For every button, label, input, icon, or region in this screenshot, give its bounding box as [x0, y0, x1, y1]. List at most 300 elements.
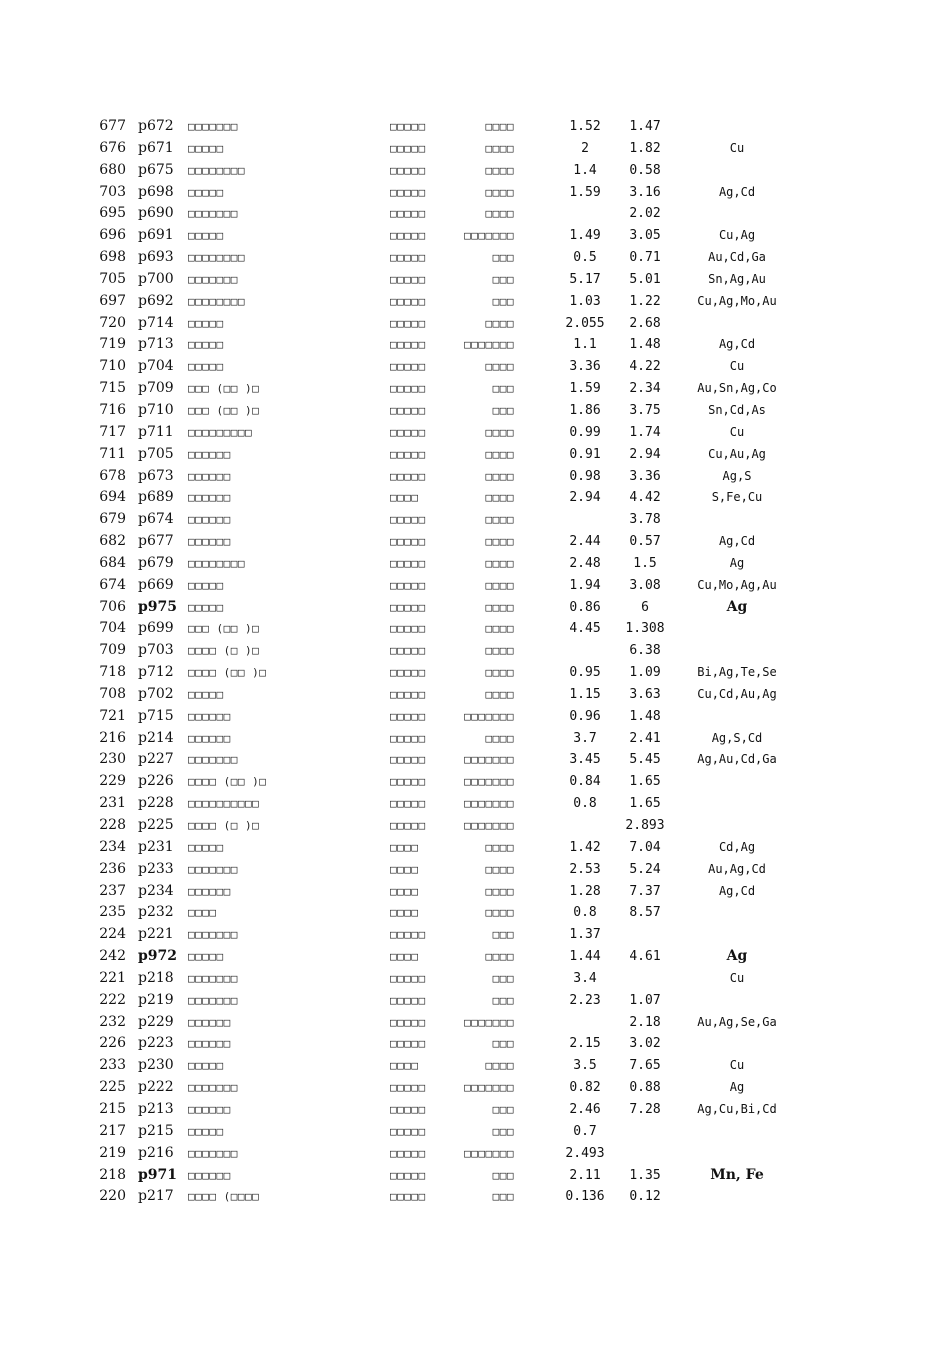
row-category: □□□□□ [390, 666, 426, 680]
row-code: p972 [138, 948, 178, 965]
row-code: p669 [138, 576, 174, 593]
row-name: □□□□□□□□ [188, 163, 245, 177]
row-type: □□□ [492, 928, 514, 942]
row-code: p700 [138, 270, 174, 287]
row-name: □□□□□ [188, 687, 224, 701]
table-row [0, 662, 950, 684]
data-table [0, 116, 950, 1208]
row-id: 676 [99, 139, 126, 156]
row-code: p213 [138, 1100, 174, 1117]
row-value-2: 3.63 [629, 686, 661, 702]
table-row [0, 1012, 950, 1034]
row-type: □□□□ [485, 687, 514, 701]
row-category: □□□□□ [390, 338, 426, 352]
row-value-1: 1.94 [569, 577, 601, 593]
table-row [0, 618, 950, 640]
row-name: □□□□□ [188, 338, 224, 352]
row-name: □□□□□ [188, 1059, 224, 1073]
row-id: 708 [99, 685, 126, 702]
row-category: □□□□□ [390, 1015, 426, 1029]
row-id: 717 [99, 423, 126, 440]
table-row [0, 291, 950, 313]
row-elements: Cu [729, 140, 745, 155]
row-id: 236 [99, 860, 126, 877]
row-elements: Cu,Ag [718, 228, 756, 243]
row-category: □□□□□ [390, 556, 426, 570]
row-elements: Ag,S,Cd [711, 730, 763, 745]
table-row [0, 247, 950, 269]
row-name: □□□□□□□ [188, 272, 238, 286]
table-row [0, 400, 950, 422]
row-value-2: 2.41 [629, 730, 661, 746]
row-elements: Cu [729, 359, 745, 374]
row-type: □□□□ [485, 666, 514, 680]
row-type: □□□□ [485, 316, 514, 330]
row-elements: Au,Cd,Ga [708, 250, 766, 265]
row-name: □□□ (□□ )□ [188, 622, 260, 636]
row-elements: Cd,Ag [718, 839, 756, 854]
row-elements: Cu [729, 424, 745, 439]
row-type: □□□□ [485, 600, 514, 614]
row-code: p214 [138, 729, 174, 746]
row-value-2: 7.65 [629, 1058, 661, 1074]
table-row [0, 1055, 950, 1077]
row-type: □□□□ [485, 644, 514, 658]
row-code: p216 [138, 1144, 174, 1161]
row-value-1: 5.17 [569, 271, 601, 287]
row-value-1: 1.59 [569, 184, 601, 200]
table-row [0, 531, 950, 553]
table-row [0, 203, 950, 225]
row-value-2: 4.42 [629, 490, 661, 506]
row-name: □□□□□□□ [188, 753, 238, 767]
table-row [0, 990, 950, 1012]
table-row [0, 968, 950, 990]
row-value-1: 1.44 [569, 949, 601, 965]
table-row [0, 575, 950, 597]
row-value-2: 1.22 [629, 293, 661, 309]
row-type: □□□ [492, 1037, 514, 1051]
row-name: □□□□□□□ [188, 1146, 238, 1160]
table-row [0, 509, 950, 531]
table-row [0, 728, 950, 750]
row-id: 721 [99, 707, 126, 724]
row-category: □□□□□ [390, 403, 426, 417]
row-id: 242 [99, 948, 126, 965]
row-category: □□□□ [390, 1059, 419, 1073]
row-id: 674 [99, 576, 126, 593]
row-value-1: 3.7 [573, 730, 597, 746]
row-value-1: 2.11 [569, 1167, 601, 1183]
row-name: □□□□ (□□ )□ [188, 666, 267, 680]
row-category: □□□□□ [390, 622, 426, 636]
row-code: p227 [138, 751, 174, 768]
row-name: □□□□□ [188, 840, 224, 854]
row-value-1: 1.52 [569, 119, 601, 134]
row-category: □□□□□ [390, 1146, 426, 1160]
row-type: □□□ [492, 971, 514, 985]
row-name: □□□□ (□□ )□ [188, 775, 267, 789]
row-name: □□□□□ [188, 1124, 224, 1138]
row-category: □□□□□ [390, 469, 426, 483]
row-name: □□□□□ [188, 600, 224, 614]
row-type: □□□□ [485, 906, 514, 920]
row-name: □□□ (□□ )□ [188, 403, 260, 417]
row-value-1: 0.96 [569, 708, 601, 724]
row-elements: Cu,Au,Ag [708, 446, 766, 461]
row-type: □□□□□□□ [464, 775, 514, 789]
table-row [0, 1186, 950, 1208]
table-row [0, 1033, 950, 1055]
row-id: 695 [99, 205, 126, 222]
row-type: □□□□ [485, 513, 514, 527]
row-value-2: 8.57 [629, 905, 661, 921]
row-code: p218 [138, 969, 174, 986]
row-category: □□□□□ [390, 120, 426, 133]
row-value-1: 0.7 [573, 1123, 597, 1139]
row-value-2: 1.48 [629, 708, 661, 724]
table-row [0, 749, 950, 771]
row-code: p223 [138, 1035, 174, 1052]
row-type: □□□ [492, 1124, 514, 1138]
table-row [0, 1143, 950, 1165]
row-value-2: 5.01 [629, 271, 661, 287]
row-name: □□□□□□ [188, 1015, 231, 1029]
row-value-1: 1.4 [573, 162, 597, 178]
row-code: p672 [138, 118, 174, 134]
row-category: □□□□ [390, 862, 419, 876]
table-row [0, 859, 950, 881]
row-name: □□□□□□ [188, 447, 231, 461]
row-code: p715 [138, 707, 174, 724]
row-value-1: 2.055 [565, 315, 605, 331]
row-value-2: 3.36 [629, 468, 661, 484]
table-row [0, 706, 950, 728]
table-row [0, 1099, 950, 1121]
row-code: p693 [138, 249, 174, 266]
row-elements: Cu,Ag,Mo,Au [697, 293, 777, 308]
row-name: □□□□□□ [188, 513, 231, 527]
row-code: p219 [138, 991, 174, 1008]
row-code: p971 [138, 1166, 178, 1183]
row-id: 679 [99, 511, 126, 528]
row-value-1: 0.95 [569, 665, 601, 681]
row-category: □□□□□ [390, 1124, 426, 1138]
row-id: 218 [99, 1166, 126, 1183]
row-value-1: 3.45 [569, 752, 601, 768]
row-category: □□□□□ [390, 753, 426, 767]
row-category: □□□□□ [390, 1037, 426, 1051]
row-elements: Ag [729, 1080, 745, 1095]
row-type: □□□ [492, 251, 514, 265]
table-row [0, 1121, 950, 1143]
row-elements: Ag,Cd [718, 184, 756, 199]
row-value-1: 2.94 [569, 490, 601, 506]
row-value-1: 2.23 [569, 992, 601, 1008]
row-id: 716 [99, 401, 126, 418]
row-id: 233 [99, 1057, 126, 1074]
row-id: 715 [99, 380, 126, 397]
table-row [0, 225, 950, 247]
table-row [0, 378, 950, 400]
row-category: □□□□□ [390, 971, 426, 985]
row-name: □□□□□□□ [188, 120, 238, 133]
row-value-2: 1.308 [625, 621, 665, 637]
row-name: □□□□□□ [188, 1102, 231, 1116]
table-row [0, 902, 950, 924]
row-type: □□□□ [485, 731, 514, 745]
row-elements: Ag,Cd [718, 534, 756, 549]
row-name: □□□□□ [188, 950, 224, 964]
row-category: □□□□□ [390, 731, 426, 745]
row-value-1: 0.84 [569, 774, 601, 790]
row-code: p228 [138, 795, 174, 812]
row-value-1: 0.91 [569, 446, 601, 462]
table-row [0, 815, 950, 837]
row-value-1: 2 [581, 140, 589, 156]
table-row [0, 356, 950, 378]
row-category: □□□□□ [390, 294, 426, 308]
row-type: □□□ [492, 382, 514, 396]
row-code: p975 [138, 598, 178, 615]
row-category: □□□□□ [390, 687, 426, 701]
row-type: □□□ [492, 1190, 514, 1204]
row-type: □□□□□□□ [464, 338, 514, 352]
row-id: 226 [99, 1035, 126, 1052]
row-id: 711 [99, 445, 126, 462]
row-id: 221 [99, 969, 126, 986]
table-row [0, 444, 950, 466]
row-value-1: 0.82 [569, 1080, 601, 1096]
row-type: □□□□ [485, 862, 514, 876]
row-value-2: 1.48 [629, 337, 661, 353]
row-code: p702 [138, 685, 174, 702]
row-category: □□□□□ [390, 513, 426, 527]
row-elements: Au,Sn,Ag,Co [697, 381, 777, 396]
row-id: 694 [99, 489, 126, 506]
row-id: 709 [99, 642, 126, 659]
row-value-1: 2.493 [565, 1145, 605, 1161]
row-type: □□□□□□□ [464, 797, 514, 811]
table-row [0, 422, 950, 444]
row-code: p710 [138, 401, 174, 418]
row-code: p232 [138, 904, 174, 921]
row-id: 706 [99, 598, 126, 615]
row-value-2: 3.75 [629, 402, 661, 418]
row-value-2: 1.65 [629, 796, 661, 812]
row-name: □□□□□□ [188, 709, 231, 723]
row-type: □□□□ [485, 950, 514, 964]
row-name: □□□□□□□ [188, 207, 238, 221]
row-category: □□□□□ [390, 425, 426, 439]
row-type: □□□□ [485, 491, 514, 505]
row-type: □□□□ [485, 425, 514, 439]
row-value-1: 1.03 [569, 293, 601, 309]
row-code: p692 [138, 292, 174, 309]
table-row [0, 597, 950, 619]
row-category: □□□□□ [390, 185, 426, 199]
row-value-2: 2.02 [629, 206, 661, 222]
table-row [0, 334, 950, 356]
row-type: □□□□□□□ [464, 1015, 514, 1029]
row-name: □□□ (□□ )□ [188, 382, 260, 396]
row-code: p215 [138, 1122, 174, 1139]
table-row [0, 313, 950, 335]
table-row [0, 487, 950, 509]
row-code: p698 [138, 183, 174, 200]
row-type: □□□□ [485, 163, 514, 177]
row-type: □□□□□□□ [464, 709, 514, 723]
row-id: 704 [99, 620, 126, 637]
row-value-1: 3.36 [569, 359, 601, 375]
row-category: □□□□□ [390, 819, 426, 832]
row-name: □□□□ (□ )□ [188, 819, 260, 832]
row-elements: Sn,Ag,Au [708, 271, 766, 286]
row-value-2: 2.34 [629, 381, 661, 397]
row-value-1: 0.99 [569, 424, 601, 440]
row-value-2: 4.61 [629, 949, 661, 965]
row-type: □□□□ [485, 360, 514, 374]
row-name: □□□□□□□ [188, 862, 238, 876]
row-category: □□□□□ [390, 360, 426, 374]
row-id: 216 [99, 729, 126, 746]
row-name: □□□□□□ [188, 884, 231, 898]
table-row [0, 684, 950, 706]
row-elements: Bi,Ag,Te,Se [697, 665, 777, 680]
table-row [0, 881, 950, 903]
row-type: □□□□ [485, 884, 514, 898]
row-category: □□□□ [390, 906, 419, 920]
row-name: □□□□□□ [188, 731, 231, 745]
row-value-1: 4.45 [569, 621, 601, 637]
row-value-1: 2.44 [569, 534, 601, 550]
table-row [0, 553, 950, 575]
row-code: p231 [138, 838, 174, 855]
row-code: p714 [138, 314, 174, 331]
row-code: p230 [138, 1057, 174, 1074]
row-id: 234 [99, 838, 126, 855]
row-code: p713 [138, 336, 174, 353]
row-id: 719 [99, 336, 126, 353]
row-category: □□□□□ [390, 1081, 426, 1095]
row-id: 228 [99, 817, 126, 833]
row-value-2: 3.02 [629, 1036, 661, 1052]
row-value-2: 0.57 [629, 534, 661, 550]
row-elements: Ag,Au,Cd,Ga [697, 752, 777, 767]
row-code: p679 [138, 554, 174, 571]
row-value-2: 2.68 [629, 315, 661, 331]
row-value-2: 1.09 [629, 665, 661, 681]
row-name: □□□□□□ [188, 1168, 231, 1182]
row-code: p712 [138, 664, 174, 681]
row-id: 219 [99, 1144, 126, 1161]
row-type: □□□□ [485, 120, 514, 133]
table-row [0, 837, 950, 859]
row-value-2: 0.71 [629, 250, 661, 266]
row-type: □□□□ [485, 207, 514, 221]
row-value-2: 1.82 [629, 140, 661, 156]
row-name: □□□□□□□□ [188, 556, 245, 570]
row-value-2: 2.94 [629, 446, 661, 462]
row-value-2: 5.24 [629, 861, 661, 877]
row-type: □□□□ [485, 185, 514, 199]
row-code: p221 [138, 926, 174, 943]
row-id: 224 [99, 926, 126, 943]
table-row [0, 1165, 950, 1187]
row-code: p229 [138, 1013, 174, 1030]
row-code: p675 [138, 161, 174, 178]
row-elements: Ag [726, 948, 748, 965]
table-row [0, 269, 950, 291]
row-name: □□□□□□□ [188, 971, 238, 985]
row-code: p225 [138, 817, 174, 833]
row-type: □□□□ [485, 556, 514, 570]
row-value-2: 1.65 [629, 774, 661, 790]
row-elements: S,Fe,Cu [711, 490, 763, 505]
row-category: □□□□□ [390, 316, 426, 330]
row-code: p674 [138, 511, 174, 528]
row-name: □□□□□□□ [188, 1081, 238, 1095]
row-name: □□□□□□□□ [188, 294, 245, 308]
row-code: p226 [138, 773, 174, 790]
row-value-2: 0.58 [629, 162, 661, 178]
row-category: □□□□□ [390, 797, 426, 811]
row-category: □□□□□ [390, 993, 426, 1007]
table-row [0, 466, 950, 488]
row-type: □□□ [492, 272, 514, 286]
row-code: p703 [138, 642, 174, 659]
row-elements: Ag,Cd [718, 337, 756, 352]
row-code: p691 [138, 227, 174, 244]
row-id: 680 [99, 161, 126, 178]
row-elements: Cu,Cd,Au,Ag [697, 686, 777, 701]
row-value-1: 2.53 [569, 861, 601, 877]
row-id: 710 [99, 358, 126, 375]
row-value-1: 2.15 [569, 1036, 601, 1052]
row-code: p673 [138, 467, 174, 484]
row-id: 684 [99, 554, 126, 571]
row-value-2: 0.12 [629, 1189, 661, 1205]
row-category: □□□□□ [390, 535, 426, 549]
row-id: 703 [99, 183, 126, 200]
row-elements: Cu [729, 1058, 745, 1073]
row-value-1: 1.86 [569, 402, 601, 418]
row-name: □□□□□ [188, 316, 224, 330]
row-elements: Sn,Cd,As [708, 402, 766, 417]
row-code: p704 [138, 358, 174, 375]
row-category: □□□□□ [390, 600, 426, 614]
row-name: □□□□□□□□□ [188, 425, 253, 439]
row-category: □□□□□ [390, 207, 426, 221]
table-row [0, 793, 950, 815]
row-name: □□□□□ [188, 141, 224, 155]
row-code: p699 [138, 620, 174, 637]
row-value-1: 1.28 [569, 883, 601, 899]
row-code: p234 [138, 882, 174, 899]
row-code: p705 [138, 445, 174, 462]
row-category: □□□□□ [390, 141, 426, 155]
row-id: 697 [99, 292, 126, 309]
row-value-2: 7.37 [629, 883, 661, 899]
row-id: 237 [99, 882, 126, 899]
row-category: □□□□□ [390, 709, 426, 723]
row-code: p671 [138, 139, 174, 156]
row-category: □□□□□ [390, 1190, 426, 1204]
row-category: □□□□□ [390, 229, 426, 243]
row-category: □□□□ [390, 950, 419, 964]
row-value-1: 0.8 [573, 905, 597, 921]
row-type: □□□□□□□ [464, 753, 514, 767]
